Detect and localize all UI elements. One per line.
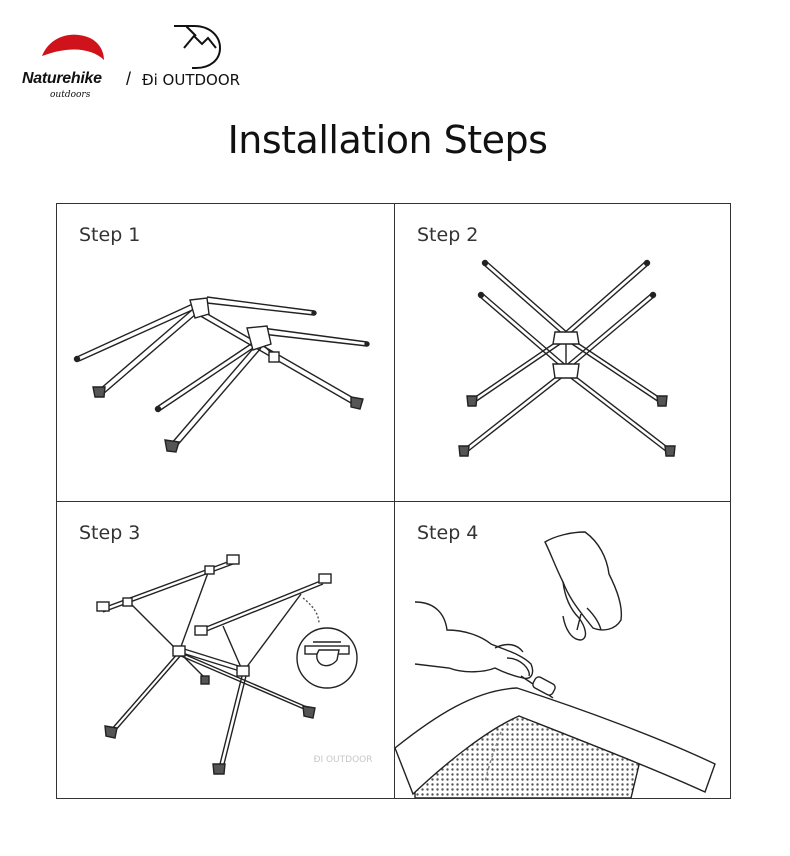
- brand-separator: /: [126, 69, 132, 89]
- step-1-label: Step 1: [79, 224, 141, 246]
- di-outdoor-wordmark: Đi OUTDOOR: [142, 71, 241, 89]
- watermark: ĐI OUTDOOR: [313, 755, 373, 765]
- step-4-panel: [395, 502, 730, 798]
- logo-area: [20, 22, 260, 106]
- naturehike-logo-icon: [20, 22, 130, 70]
- step-1-panel: [57, 204, 395, 502]
- step-3-panel: [57, 502, 395, 798]
- step-2-panel: [395, 204, 730, 502]
- opened-frame-illustration: [395, 204, 730, 502]
- assembled-frame-illustration: [57, 502, 395, 798]
- step-4-label: Step 4: [417, 522, 479, 544]
- di-outdoor-logo-icon: [170, 22, 230, 72]
- steps-grid: [56, 203, 731, 799]
- attach-fabric-illustration: [395, 502, 730, 798]
- naturehike-subline: outdoors: [50, 90, 91, 100]
- naturehike-wordmark: Naturehike: [22, 70, 102, 87]
- step-2-label: Step 2: [417, 224, 479, 246]
- page-title: Installation Steps: [227, 118, 548, 162]
- folded-frame-illustration: [57, 204, 395, 502]
- step-3-label: Step 3: [79, 522, 141, 544]
